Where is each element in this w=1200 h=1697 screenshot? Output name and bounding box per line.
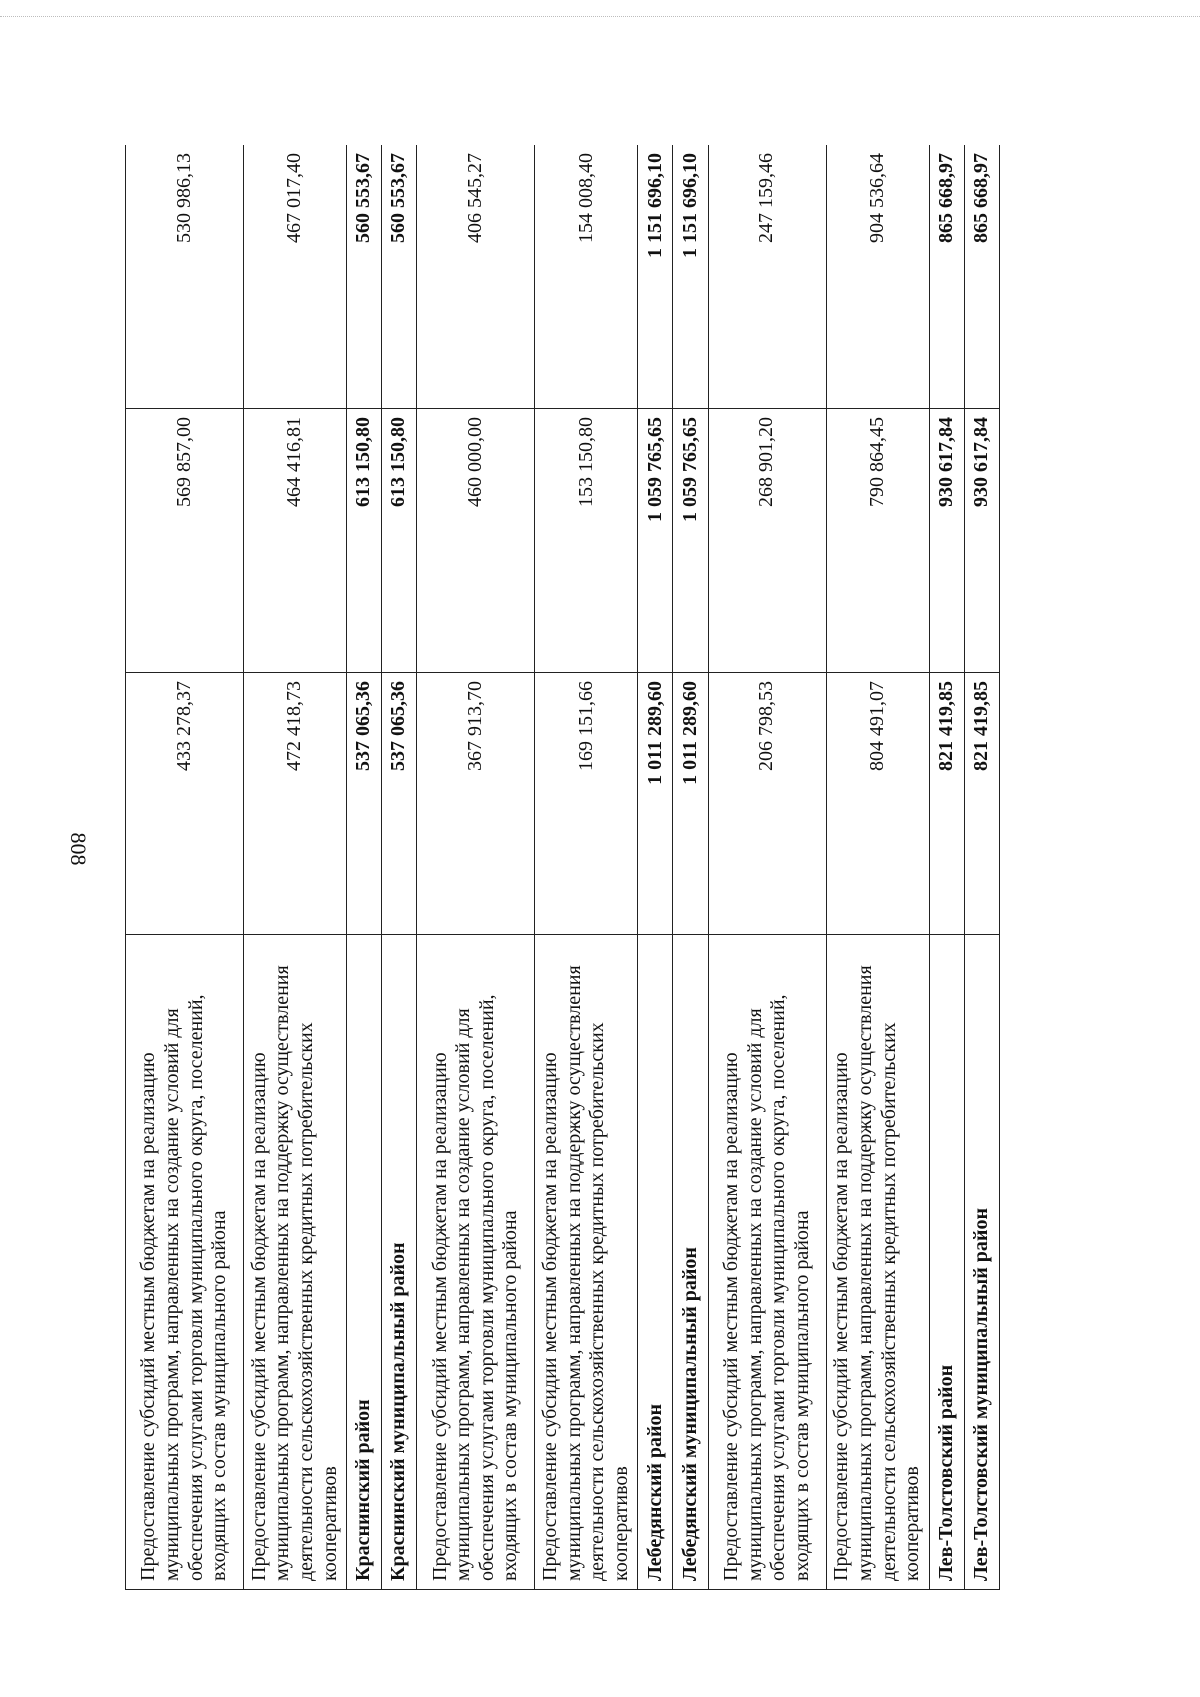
row-value-1: 821 419,85	[964, 673, 999, 935]
row-label: Предоставление субсидий местным бюджетам на реализацию муниципальных программ, направленных на поддержку осуществления деятельности сельскохозяйственных кредитных потребительских кооперативов	[826, 935, 929, 1590]
row-value-3: 560 553,67	[346, 145, 381, 409]
row-value-3: 1 151 696,10	[638, 145, 673, 409]
row-value-1: 472 418,73	[244, 673, 347, 935]
row-label: Лебедянский муниципальный район	[673, 935, 708, 1590]
table-row	[346, 145, 381, 1590]
table-row	[964, 145, 999, 1590]
table-row	[382, 145, 417, 1590]
row-value-3: 247 159,46	[708, 145, 826, 409]
row-value-2: 464 416,81	[244, 409, 347, 673]
table-row	[708, 145, 826, 1590]
table-row	[244, 145, 347, 1590]
row-value-2: 790 864,45	[826, 409, 929, 673]
row-value-2: 268 901,20	[708, 409, 826, 673]
scan-top-edge	[0, 0, 1200, 17]
row-value-2: 569 857,00	[126, 409, 244, 673]
row-value-3: 406 545,27	[417, 145, 535, 409]
row-value-3: 865 668,97	[929, 145, 964, 409]
row-value-3: 865 668,97	[964, 145, 999, 409]
row-label: Предоставление субсидии местным бюджетам на реализацию муниципальных программ, направленных на поддержку осуществления деятельности сельскохозяйственных кредитных потребительских кооперативов	[535, 935, 638, 1590]
row-value-2: 1 059 765,65	[673, 409, 708, 673]
row-value-2: 930 617,84	[929, 409, 964, 673]
budget-table	[125, 145, 1000, 1590]
row-label: Предоставление субсидий местным бюджетам на реализацию муниципальных программ, направленных на создание условий для обеспечения услугами торговли муниципального округа, поселений, входящих в состав муниципального района	[708, 935, 826, 1590]
table-row	[673, 145, 708, 1590]
row-label: Лев-Толстовский район	[929, 935, 964, 1590]
row-label: Краснинский район	[346, 935, 381, 1590]
row-value-2: 930 617,84	[964, 409, 999, 673]
row-value-3: 467 017,40	[244, 145, 347, 409]
row-label: Краснинский муниципальный район	[382, 935, 417, 1590]
table-row	[126, 145, 244, 1590]
row-value-1: 1 011 289,60	[673, 673, 708, 935]
row-value-2: 613 150,80	[382, 409, 417, 673]
row-label: Лебедянский район	[638, 935, 673, 1590]
row-label: Предоставление субсидий местным бюджетам на реализацию муниципальных программ, направленных на создание условий для обеспечения услугами торговли муниципального округа, поселений, входящих в состав муниципального района	[126, 935, 244, 1590]
row-value-1: 537 065,36	[346, 673, 381, 935]
row-value-3: 154 008,40	[535, 145, 638, 409]
table-row	[535, 145, 638, 1590]
rotated-table-frame	[125, 145, 1000, 1590]
row-value-1: 433 278,37	[126, 673, 244, 935]
row-label: Предоставление субсидий местным бюджетам на реализацию муниципальных программ, направленных на поддержку осуществления деятельности сельскохозяйственных кредитных потребительских кооперативов	[244, 935, 347, 1590]
row-value-1: 169 151,66	[535, 673, 638, 935]
row-value-3: 560 553,67	[382, 145, 417, 409]
table-row	[417, 145, 535, 1590]
row-value-1: 821 419,85	[929, 673, 964, 935]
row-value-2: 460 000,00	[417, 409, 535, 673]
row-value-2: 613 150,80	[346, 409, 381, 673]
table-row	[638, 145, 673, 1590]
row-label: Лев-Толстовский муниципальный район	[964, 935, 999, 1590]
table-row	[826, 145, 929, 1590]
row-value-3: 904 536,64	[826, 145, 929, 409]
row-value-1: 206 798,53	[708, 673, 826, 935]
row-value-3: 530 986,13	[126, 145, 244, 409]
page-number: 808	[66, 832, 91, 866]
row-value-3: 1 151 696,10	[673, 145, 708, 409]
row-label: Предоставление субсидий местным бюджетам на реализацию муниципальных программ, направленных на создание условий для обеспечения услугами торговли муниципального округа, поселений, входящих в состав муниципального района	[417, 935, 535, 1590]
row-value-2: 1 059 765,65	[638, 409, 673, 673]
row-value-1: 537 065,36	[382, 673, 417, 935]
row-value-1: 804 491,07	[826, 673, 929, 935]
row-value-1: 1 011 289,60	[638, 673, 673, 935]
row-value-1: 367 913,70	[417, 673, 535, 935]
table-row	[929, 145, 964, 1590]
row-value-2: 153 150,80	[535, 409, 638, 673]
